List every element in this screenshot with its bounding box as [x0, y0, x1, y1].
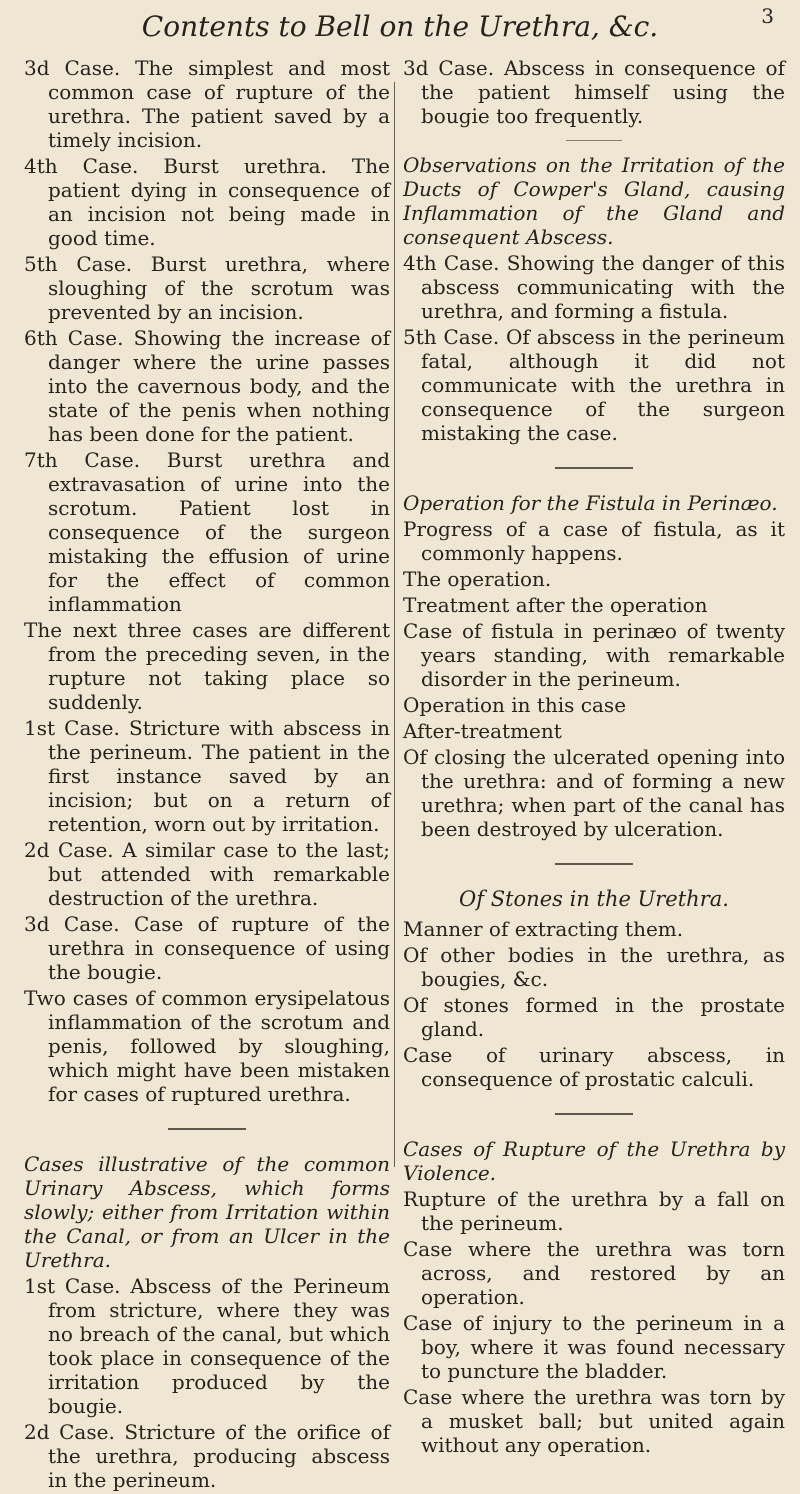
- section-separator: [555, 863, 633, 865]
- contents-entry: Of stones formed in the prostate gland.: [403, 993, 785, 1041]
- contents-entry: 3d Case. Abscess in consequence of the patient himself using the bougie too frequently.: [403, 56, 785, 128]
- contents-entry: 3d Case. The simplest and most common case of rupture of the urethra. The patient saved by a timely incision.: [24, 56, 390, 152]
- left-column: [24, 56, 390, 1494]
- section-separator: [555, 467, 633, 469]
- contents-entry: 6th Case. Showing the increase of danger where the urine passes into the cavernous body, and the state of the penis when nothing has been done for the patient.: [24, 326, 390, 446]
- right-column: [403, 56, 785, 1459]
- contents-entry: The next three cases are different from the preceding seven, in the rupture not taking place so suddenly.: [24, 618, 390, 714]
- section-separator: [168, 1128, 246, 1130]
- contents-entry: Treatment after the operation: [403, 593, 708, 617]
- contents-entry: Manner of extracting them.: [403, 917, 684, 941]
- contents-entry: Of other bodies in the urethra, as bougies, &c.: [403, 943, 785, 991]
- running-head: Contents to Bell on the Urethra, &c.: [141, 10, 659, 43]
- contents-entry: Progress of a case of fistula, as it commonly happens.: [403, 517, 785, 565]
- contents-entry: Case where the urethra was torn by a musket ball; but united again without any operation.: [403, 1385, 785, 1457]
- contents-entry: Case where the urethra was torn across, and restored by an operation.: [403, 1237, 785, 1309]
- section-heading: Cases of Rupture of the Urethra by Violence.: [403, 1137, 785, 1185]
- column-divider: [394, 82, 395, 1167]
- section-heading: Observations on the Irritation of the Ducts of Cowper's Gland, causing Inflammation of the Gland and consequent Abscess.: [403, 153, 785, 249]
- contents-entry: 4th Case. Showing the danger of this abscess communicating with the urethra, and forming a fistula.: [403, 251, 785, 323]
- contents-entry: Two cases of common erysipelatous inflammation of the scrotum and penis, followed by sloughing, which might have been mistaken for cases of ruptured urethra.: [24, 986, 390, 1106]
- contents-entry: Of closing the ulcerated opening into the urethra: and of forming a new urethra; when part of the canal has been destroyed by ulceration.: [403, 745, 785, 841]
- contents-entry: 5th Case. Burst urethra, where sloughing of the scrotum was prevented by an incision.: [24, 252, 390, 324]
- contents-entry: After-treatment: [403, 719, 562, 743]
- contents-entry: 1st Case. Abscess of the Perineum from stricture, where they was no breach of the canal, but which took place in consequence of the irritation produced by the bougie.: [24, 1274, 390, 1418]
- contents-entry: The operation.: [403, 567, 552, 591]
- contents-entry: 7th Case. Burst urethra and extravasation of urine into the scrotum. Patient lost in consequence of the surgeon mistaking the effusion of urine for the effect of common inflammation: [24, 448, 390, 616]
- contents-entry: Operation in this case: [403, 693, 627, 717]
- contents-entry: 3d Case. Case of rupture of the urethra in consequence of using the bougie.: [24, 912, 390, 984]
- contents-entry: Rupture of the urethra by a fall on the perineum.: [403, 1187, 785, 1235]
- contents-entry: 2d Case. A similar case to the last; but attended with remarkable destruction of the urethra.: [24, 838, 390, 910]
- page-number: 3: [761, 4, 774, 28]
- contents-entry: Case of injury to the perineum in a boy, where it was found necessary to puncture the bladder.: [403, 1311, 785, 1383]
- section-heading: Cases illustrative of the common Urinary Abscess, which forms slowly; either from Irritation within the Canal, or from an Ulcer in the Urethra.: [24, 1152, 390, 1272]
- contents-entry: 4th Case. Burst urethra. The patient dying in consequence of an incision not being made in good time.: [24, 154, 390, 250]
- contents-entry: Case of urinary abscess, in consequence of prostatic calculi.: [403, 1043, 785, 1091]
- section-separator: [555, 1113, 633, 1115]
- section-heading: Of Stones in the Urethra.: [459, 887, 729, 911]
- section-heading: Operation for the Fistula in Perinæo.: [403, 491, 778, 515]
- contents-entry: 1st Case. Stricture with abscess in the perineum. The patient in the first instance saved by an incision; but on a return of retention, worn out by irritation.: [24, 716, 390, 836]
- contents-entry: 5th Case. Of abscess in the perineum fatal, although it did not communicate with the urethra in consequence of the surgeon mistaking the case.: [403, 325, 785, 445]
- contents-entry: Case of fistula in perinæo of twenty years standing, with remarkable disorder in the perineum.: [403, 619, 785, 691]
- section-separator: [566, 140, 622, 141]
- contents-entry: 2d Case. Stricture of the orifice of the urethra, producing abscess in the perineum.: [24, 1420, 390, 1492]
